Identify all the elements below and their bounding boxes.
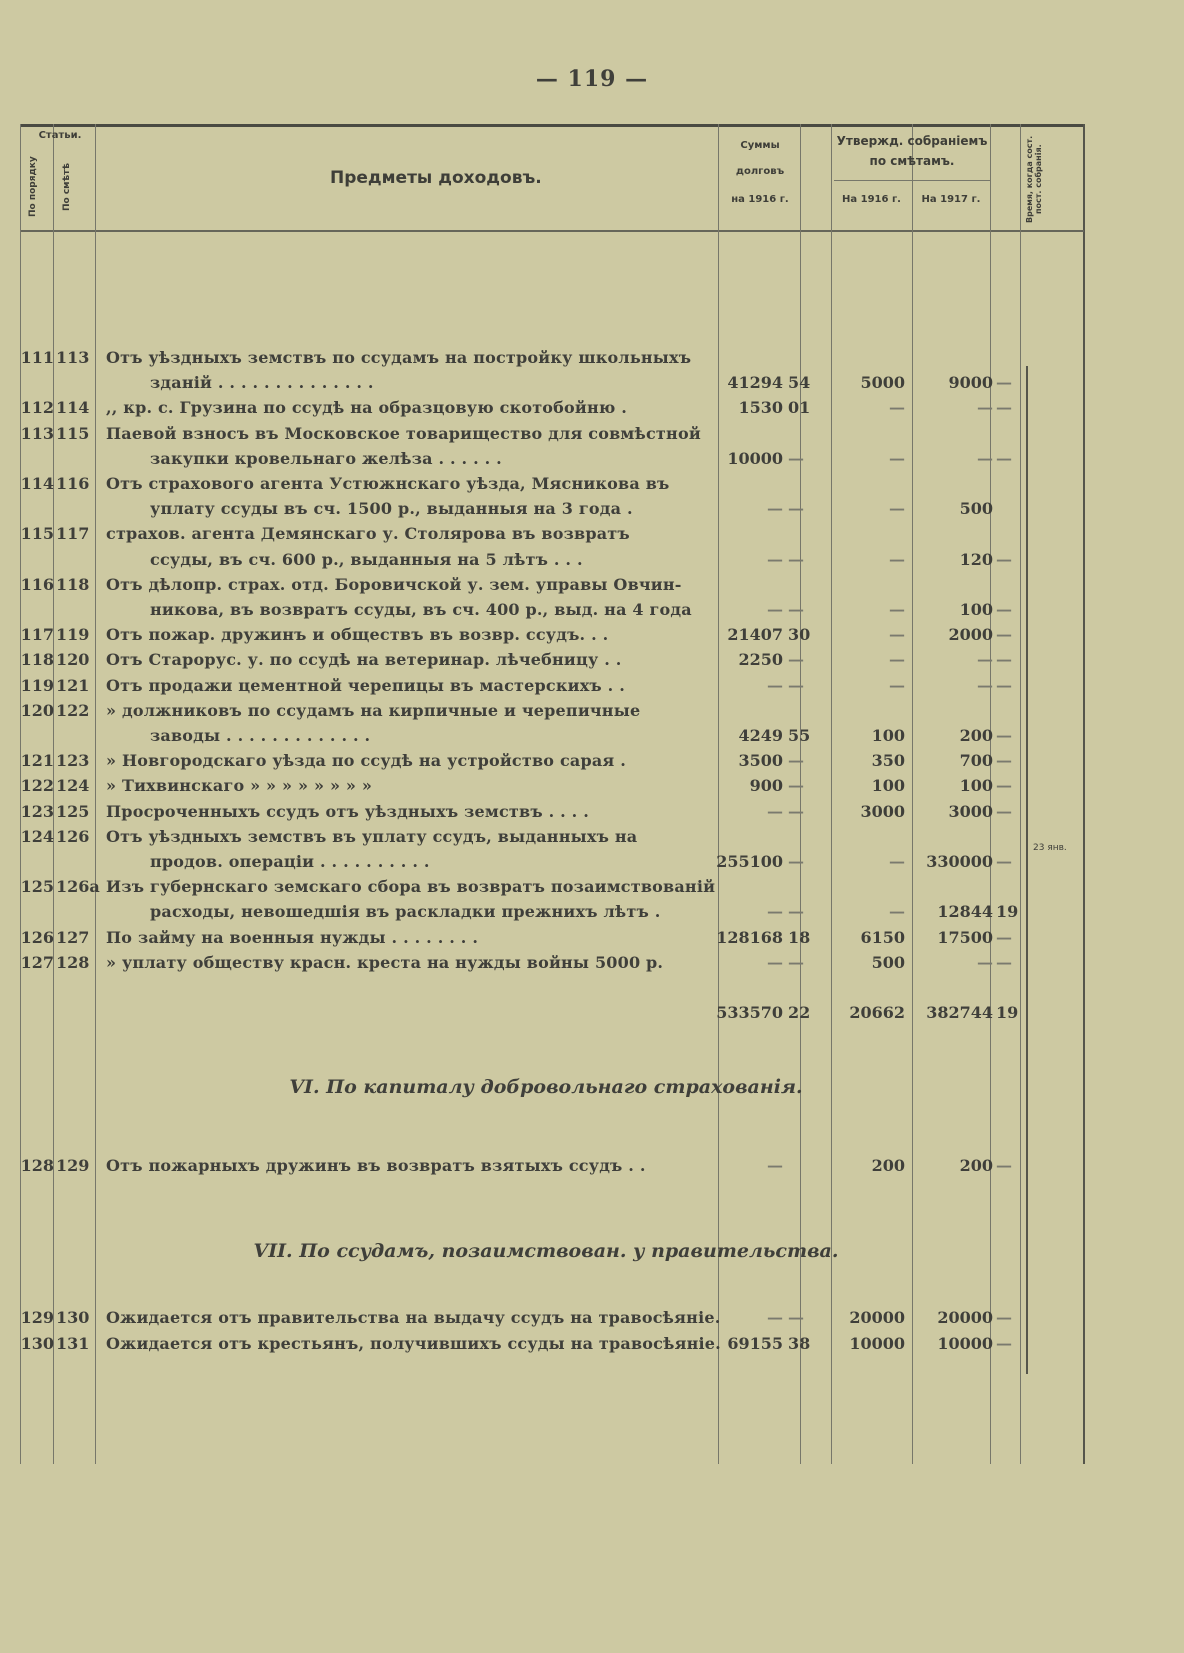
table-row (0, 799, 1184, 824)
row-estimate-number: 125 (56, 802, 90, 821)
row-text: По займу на военныя нужды . . . . . . . . (106, 928, 479, 947)
row-debt-kop: — (788, 902, 804, 921)
row-1917: 330000 (926, 852, 993, 871)
row-1916: — (889, 676, 905, 695)
table-row (0, 1153, 1184, 1178)
row-1917-kop: — (996, 1156, 1012, 1175)
row-estimate-number: 121 (56, 676, 90, 695)
row-debt: 4249 (738, 726, 783, 745)
table-row-continuation (0, 547, 1184, 572)
row-debt-kop: — (788, 802, 804, 821)
row-estimate-number: 118 (56, 575, 90, 594)
row-1916: — (889, 550, 905, 569)
row-text: закупки кровельнаго желѣза . . . . . . (150, 449, 502, 468)
row-1917-kop: — (996, 625, 1012, 644)
row-text: Ожидается отъ правительства на выдачу ссудъ на травосѣяніе. (106, 1308, 721, 1327)
row-1917-kop: — (996, 802, 1012, 821)
table-row (0, 647, 1184, 672)
row-debt: 41294 (727, 373, 783, 392)
row-text: ссуды, въ сч. 600 р., выданныя на 5 лѣтъ . . . (150, 550, 583, 569)
row-debt-kop: — (788, 776, 804, 795)
row-1917: 3000 (948, 802, 993, 821)
row-1916: — (889, 398, 905, 417)
row-1916: — (889, 499, 905, 518)
row-1917-kop: — (996, 449, 1012, 468)
row-debt-kop: — (788, 1308, 804, 1327)
table-row (0, 622, 1184, 647)
row-text: Отъ пожарныхъ дружинъ въ возвратъ взятыхъ ссудъ . . (106, 1156, 646, 1175)
row-debt-kop: — (788, 953, 804, 972)
row-text: Отъ уѣздныхъ земствъ въ уплату ссудъ, выданныхъ на (106, 827, 638, 846)
row-1917-kop: — (996, 650, 1012, 669)
table-row (0, 471, 1184, 496)
row-estimate-number: 131 (56, 1334, 90, 1353)
row-text: Паевой взносъ въ Московское товарищество для совмѣстной (106, 424, 701, 443)
header-debts-3: на 1916 г. (731, 194, 789, 205)
row-debt: — (767, 1308, 783, 1327)
row-1916: 200 (871, 1156, 905, 1175)
row-text: Отъ продажи цементной черепицы въ мастерскихъ . . (106, 676, 625, 695)
row-number: 119 (20, 676, 54, 695)
row-1916: 5000 (860, 373, 905, 392)
header-debts-1: Суммы (740, 140, 780, 151)
row-debt-kop: — (788, 499, 804, 518)
row-1917-kop: — (996, 852, 1012, 871)
row-debt-kop: 01 (788, 398, 811, 417)
row-1916: 100 (871, 776, 905, 795)
row-number: 112 (20, 398, 54, 417)
row-text: Отъ пожар. дружинъ и обществъ въ возвр. ссудъ. . . (106, 625, 609, 644)
row-1917-kop: — (996, 726, 1012, 745)
row-1917: — (977, 650, 993, 669)
row-1917: 200 (959, 726, 993, 745)
table-row (0, 925, 1184, 950)
row-debt: — (767, 499, 783, 518)
row-text: ,, кр. с. Грузина по ссудѣ на образцовую скотобойню . (106, 398, 628, 417)
row-text: Отъ Старорус. у. по ссудѣ на ветеринар. лѣчебницу . . (106, 650, 622, 669)
totals-debt-kop: 22 (788, 1003, 811, 1022)
row-debt: — (767, 676, 783, 695)
header-time-col: Время, когда сост. пост. собранія. (1025, 135, 1043, 223)
row-1917-kop: — (996, 751, 1012, 770)
row-estimate-number: 129 (56, 1156, 90, 1175)
row-text: » должниковъ по ссудамъ на кирпичные и черепичные (106, 701, 641, 720)
row-1917: 200 (959, 1156, 993, 1175)
row-1917: 100 (959, 600, 993, 619)
row-estimate-number: 115 (56, 424, 90, 443)
row-1917: — (977, 953, 993, 972)
row-estimate-number: 122 (56, 701, 90, 720)
row-estimate-number: 128 (56, 953, 90, 972)
header-rule (20, 230, 1084, 232)
row-number: 125 (20, 877, 54, 896)
row-debt: — (767, 953, 783, 972)
row-number: 120 (20, 701, 54, 720)
section-title-vi: VI. По капиталу добровольнаго страхованія. (289, 1076, 803, 1098)
row-debt-kop: 18 (788, 928, 811, 947)
row-1916: 3000 (860, 802, 905, 821)
row-debt: — (767, 802, 783, 821)
row-debt: — (767, 902, 783, 921)
table-row (0, 874, 1184, 899)
header-approved-rule (834, 180, 990, 181)
row-estimate-number: 123 (56, 751, 90, 770)
row-number: 113 (20, 424, 54, 443)
row-estimate-number: 116 (56, 474, 90, 493)
row-debt: 1530 (738, 398, 783, 417)
header-debts-2: долговъ (735, 166, 785, 177)
table-row (0, 572, 1184, 597)
row-number: 127 (20, 953, 54, 972)
row-1916: — (889, 625, 905, 644)
row-1916: 350 (871, 751, 905, 770)
table-row-continuation (0, 446, 1184, 471)
row-debt: 21407 (727, 625, 783, 644)
row-text: » Тихвинскаго » » » » » » » » (106, 776, 373, 795)
totals-1917-kop: 19 (996, 1003, 1019, 1022)
row-1917-kop: — (996, 676, 1012, 695)
row-1916: — (889, 449, 905, 468)
header-approved-1: Утвержд. собраніемъ (836, 134, 988, 148)
row-estimate-number: 114 (56, 398, 90, 417)
table-row (0, 395, 1184, 420)
row-debt: 900 (749, 776, 783, 795)
totals-1916: 20662 (849, 1003, 905, 1022)
row-number: 114 (20, 474, 54, 493)
row-debt: 2250 (738, 650, 783, 669)
row-number: 122 (20, 776, 54, 795)
header-year-1916: На 1916 г. (842, 194, 901, 205)
table-row (0, 673, 1184, 698)
row-1916: 10000 (849, 1334, 905, 1353)
row-number: 117 (20, 625, 54, 644)
row-number: 116 (20, 575, 54, 594)
row-1917-kop: — (996, 373, 1012, 392)
row-text: » Новгородскаго уѣзда по ссудѣ на устройство сарая . (106, 751, 626, 770)
row-debt: 69155 (727, 1334, 783, 1353)
row-1916: — (889, 852, 905, 871)
row-debt-kop: — (788, 449, 804, 468)
row-number: 115 (20, 524, 54, 543)
row-1916: 500 (871, 953, 905, 972)
row-number: 123 (20, 802, 54, 821)
row-1916: 20000 (849, 1308, 905, 1327)
page-number: — 119 — (535, 66, 649, 92)
row-debt-kop: — (788, 550, 804, 569)
row-text: страхов. агента Демянскаго у. Столярова въ возвратъ (106, 524, 630, 543)
row-text: Просроченныхъ ссудъ отъ уѣздныхъ земствъ . . . . (106, 802, 589, 821)
row-text: расходы, невошедшія въ раскладки прежнихъ лѣтъ . (150, 902, 661, 921)
header-subject: Предметы доходовъ. (330, 168, 542, 188)
row-debt: 128168 (716, 928, 783, 947)
row-1917-kop: — (996, 928, 1012, 947)
row-1917-kop: — (996, 953, 1012, 972)
row-1917-kop: — (996, 398, 1012, 417)
row-estimate-number: 127 (56, 928, 90, 947)
row-text: Отъ страхового агента Устюжнскаго уѣзда, Мясникова въ (106, 474, 670, 493)
table-row-continuation (0, 370, 1184, 395)
row-debt: 3500 (738, 751, 783, 770)
row-number: 128 (20, 1156, 54, 1175)
row-text: Отъ дѣлопр. страх. отд. Боровичской у. зем. управы Овчин- (106, 575, 682, 594)
table-row (0, 1305, 1184, 1330)
row-debt-kop: — (788, 650, 804, 669)
row-debt-kop: 30 (788, 625, 811, 644)
row-1916: 6150 (860, 928, 905, 947)
row-debt-kop: 55 (788, 726, 811, 745)
row-1917: — (977, 398, 993, 417)
row-1917-kop: 19 (996, 902, 1019, 921)
row-1917: 2000 (948, 625, 993, 644)
row-1916: — (889, 902, 905, 921)
table-row (0, 748, 1184, 773)
table-row (0, 698, 1184, 723)
row-debt-kop: — (788, 600, 804, 619)
totals-debt: 533570 (716, 1003, 783, 1022)
totals-1917: 382744 (926, 1003, 993, 1022)
row-text: Отъ уѣздныхъ земствъ по ссудамъ на постройку школьныхъ (106, 348, 692, 367)
row-estimate-number: 130 (56, 1308, 90, 1327)
row-debt: — (767, 600, 783, 619)
row-debt-kop: — (788, 751, 804, 770)
row-debt: — (767, 1156, 783, 1175)
section-title-vii: VII. По ссудамъ, позаимствован. у правительства. (253, 1240, 839, 1262)
header-approved-2: по смѣтамъ. (869, 154, 955, 168)
margin-note: 23 янв. (1033, 843, 1067, 853)
table-row (0, 950, 1184, 975)
row-estimate-number: 119 (56, 625, 90, 644)
table-row (0, 521, 1184, 546)
row-text: зданій . . . . . . . . . . . . . . (150, 373, 374, 392)
row-1917: — (977, 449, 993, 468)
row-1917-kop: — (996, 550, 1012, 569)
row-1917-kop: — (996, 1334, 1012, 1353)
row-debt-kop: — (788, 676, 804, 695)
row-1917: 20000 (937, 1308, 993, 1327)
row-number: 118 (20, 650, 54, 669)
table-row-continuation (0, 597, 1184, 622)
row-text: Ожидается отъ крестьянъ, получившихъ ссуды на травосѣяніе. (106, 1334, 721, 1353)
row-estimate-number: 120 (56, 650, 90, 669)
row-number: 126 (20, 928, 54, 947)
row-text: продов. операціи . . . . . . . . . . (150, 852, 430, 871)
row-1917: 10000 (937, 1334, 993, 1353)
row-debt-kop: 54 (788, 373, 811, 392)
row-estimate-number: 117 (56, 524, 90, 543)
row-debt: 10000 (727, 449, 783, 468)
row-1916: 100 (871, 726, 905, 745)
table-row-continuation (0, 899, 1184, 924)
row-number: 124 (20, 827, 54, 846)
row-1917: 500 (959, 499, 993, 518)
table-row (0, 421, 1184, 446)
row-1917: 700 (959, 751, 993, 770)
row-estimate-number: 126а (56, 877, 100, 896)
row-estimate-number: 126 (56, 827, 90, 846)
row-debt: 255100 (716, 852, 783, 871)
table-row (0, 773, 1184, 798)
row-number: 111 (20, 348, 54, 367)
row-debt-kop: — (788, 852, 804, 871)
table-row-continuation (0, 849, 1184, 874)
row-1916: — (889, 600, 905, 619)
row-1917: 17500 (937, 928, 993, 947)
row-1917: 120 (959, 550, 993, 569)
row-1916: — (889, 650, 905, 669)
row-1917-kop: — (996, 600, 1012, 619)
table-row-continuation (0, 496, 1184, 521)
header-po-smete: По смѣтѣ (62, 163, 72, 212)
table-row (0, 345, 1184, 370)
row-1917: 9000 (948, 373, 993, 392)
totals-row (0, 1000, 1184, 1025)
row-text: Изъ губернскаго земскаго сбора въ возвратъ позаимствованій (106, 877, 716, 896)
header-statia: Статьи. (38, 130, 82, 141)
row-text: заводы . . . . . . . . . . . . . (150, 726, 371, 745)
row-debt-kop: 38 (788, 1334, 811, 1353)
row-estimate-number: 124 (56, 776, 90, 795)
table-row (0, 1331, 1184, 1356)
row-1917: — (977, 676, 993, 695)
row-text: уплату ссуды въ сч. 1500 р., выданныя на 3 года . (150, 499, 633, 518)
row-1917-kop: — (996, 776, 1012, 795)
row-1917: 100 (959, 776, 993, 795)
header-po-poriadku: По порядку (28, 156, 38, 218)
row-number: 129 (20, 1308, 54, 1327)
header-year-1917: На 1917 г. (921, 194, 981, 205)
row-1917: 12844 (937, 902, 993, 921)
row-number: 121 (20, 751, 54, 770)
row-debt: — (767, 550, 783, 569)
row-text: никова, въ возвратъ ссуды, въ сч. 400 р., выд. на 4 года (150, 600, 692, 619)
row-1917-kop: — (996, 1308, 1012, 1327)
table-row-continuation (0, 723, 1184, 748)
row-number: 130 (20, 1334, 54, 1353)
table-row (0, 824, 1184, 849)
row-text: » уплату обществу красн. креста на нужды войны 5000 р. (106, 953, 664, 972)
row-estimate-number: 113 (56, 348, 90, 367)
